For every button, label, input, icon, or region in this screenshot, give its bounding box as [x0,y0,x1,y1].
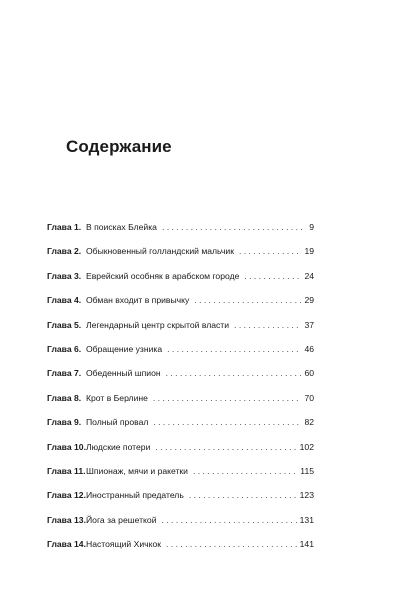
toc-entry [47,222,314,246]
dot-leader [244,271,301,281]
toc-entry [47,368,314,392]
page-number: 102 [299,441,314,452]
dot-leader [193,466,297,476]
toc-entry [47,271,314,295]
page-title: Содержание [66,137,172,156]
dot-leader [162,222,306,232]
page-number: 46 [304,343,314,354]
page-number: 82 [304,417,314,428]
chapter-title: Шпионаж, мячи и ракетки [86,465,188,476]
dot-leader [162,515,297,525]
dot-leader [234,320,301,330]
page-number: 70 [304,392,314,403]
chapter-number: Глава 7. [47,368,82,379]
page-number: 9 [309,222,314,232]
table-of-contents [47,222,314,563]
chapter-title: Обыкновенный голландский мальчик [86,246,234,257]
page-number: 131 [299,514,314,525]
chapter-title: Обращение узника [86,343,163,354]
toc-entry [47,246,314,270]
chapter-title: Еврейский особняк в арабском городе [86,270,240,281]
chapter-title: Йога за решеткой [86,514,157,525]
toc-entry [47,417,314,441]
toc-entry [47,393,314,417]
chapter-number: Глава 6. [47,343,82,354]
chapter-number: Глава 9. [47,417,82,428]
chapter-number: Глава 4. [47,295,82,306]
chapter-number: Глава 5. [47,319,82,330]
chapter-title: Обман входит в привычку [86,295,190,306]
chapter-title: В поисках Блейка [86,222,157,232]
toc-entry [47,442,314,466]
dot-leader [153,393,302,403]
page-number: 60 [304,368,314,379]
chapter-title: Полный провал [86,417,149,428]
chapter-title: Настоящий Хичкок [86,539,162,550]
toc-entry [47,539,314,563]
page-number: 115 [300,465,314,476]
page-number: 29 [304,295,314,306]
dot-leader [167,344,301,354]
chapter-number: Глава 8. [47,392,82,403]
page-number: 123 [299,490,314,501]
chapter-number: Глава 1. [47,222,82,232]
dot-leader [194,295,301,305]
chapter-title: Обеденный шпион [86,368,161,379]
chapter-number: Глава 3. [47,270,82,281]
chapter-title: Крот в Берлине [86,392,148,403]
page-number: 19 [304,246,314,257]
toc-entry [47,490,314,514]
page-number: 24 [304,270,314,281]
dot-leader [189,490,297,500]
dot-leader [155,442,296,452]
chapter-number: Глава 2. [47,246,82,257]
toc-entry [47,515,314,539]
page-number: 141 [299,539,314,550]
toc-entry [47,344,314,368]
chapter-number: Глава 13. [47,514,86,525]
dot-leader [153,417,301,427]
chapter-number: Глава 12. [47,490,86,501]
chapter-number: Глава 14. [47,539,86,550]
dot-leader [166,368,302,378]
page-number: 37 [304,319,314,330]
toc-entry [47,320,314,344]
chapter-number: Глава 10. [47,441,86,452]
chapter-title: Легендарный центр скрытой власти [86,319,230,330]
chapter-number: Глава 11. [47,465,86,476]
chapter-title: Иностранный предатель [86,490,184,501]
dot-leader [166,539,297,549]
toc-entry [47,466,314,490]
chapter-title: Людские потери [86,441,151,452]
dot-leader [239,246,301,256]
toc-entry [47,295,314,319]
